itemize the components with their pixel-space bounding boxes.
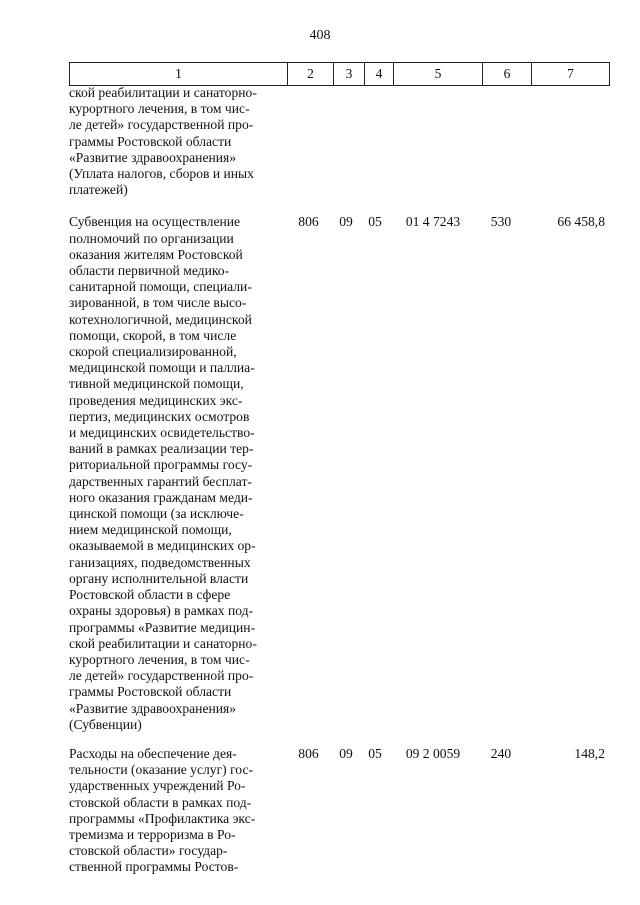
description-line: «Развитие здравоохранения» <box>69 700 237 716</box>
cell-expense-type: 530 <box>490 214 512 230</box>
table-body <box>69 85 605 876</box>
header-col-2: 2 <box>288 63 334 86</box>
description-line: полномочий по организации <box>69 230 234 246</box>
description-line: и медицинских освидетельство- <box>69 425 255 441</box>
description-line: скорой специализированной, <box>69 344 237 360</box>
description-line: дарственных гарантий бесплат- <box>69 473 252 489</box>
description-line: органу исполнительной власти <box>69 570 249 586</box>
description-line: зированной, в том числе высо- <box>69 295 247 311</box>
description-line: нием медицинской помощи, <box>69 522 232 538</box>
description-line: (Субвенции) <box>69 716 142 732</box>
cell-subsection: 05 <box>368 214 382 230</box>
description-line: Ростовской области в сфере <box>69 587 231 603</box>
cell-ministry-code: 806 <box>298 745 319 761</box>
table-row <box>69 746 605 876</box>
description-line: граммы Ростовской области <box>69 684 232 700</box>
cell-section: 09 <box>339 745 353 761</box>
cell-amount: 148,2 <box>574 745 605 761</box>
description-line: ле детей» государственной про- <box>69 668 254 684</box>
table-row <box>69 85 605 198</box>
description-line: котехнологичной, медицинской <box>69 311 252 327</box>
description-line: ганизациях, подведомственных <box>69 554 251 570</box>
description-line: области первичной медико- <box>69 263 230 279</box>
description-line: ного оказания гражданам меди- <box>69 489 253 505</box>
description-line: тельности (оказание услуг) гос- <box>69 762 254 778</box>
description-line: ваний в рамках реализации тер- <box>69 441 254 457</box>
description-line: стовской области» государ- <box>69 843 228 859</box>
description-line: оказываемой в медицинских ор- <box>69 538 256 554</box>
description-line: Субвенция на осуществление <box>69 214 241 230</box>
description-line: тремизма и терроризма в Ро- <box>69 826 236 842</box>
row-description <box>69 746 283 876</box>
cell-target-article: 09 2 0059 <box>405 745 461 761</box>
header-col-3: 3 <box>334 63 365 86</box>
description-line: риториальной программы госу- <box>69 457 253 473</box>
description-line: курортного лечения, в том чис- <box>69 101 250 117</box>
cell-target-article: 01 4 7243 <box>405 214 461 230</box>
description-line: тивной медицинской помощи, <box>69 376 244 392</box>
cell-amount: 66 458,8 <box>557 214 605 230</box>
row-description <box>69 214 283 733</box>
description-line: программы «Профилактика экс- <box>69 810 256 826</box>
description-line: платежей) <box>69 182 128 198</box>
cell-ministry-code: 806 <box>298 214 319 230</box>
description-line: оказания жителям Ростовской <box>69 246 243 262</box>
description-line: (Уплата налогов, сборов и иных <box>69 166 254 182</box>
description-line: ственной программы Ростов- <box>69 859 239 875</box>
cell-section: 09 <box>339 214 353 230</box>
description-line: курортного лечения, в том чис- <box>69 651 250 667</box>
description-line: охраны здоровья) в рамках под- <box>69 603 254 619</box>
description-line: проведения медицинских экс- <box>69 392 243 408</box>
description-line: помощи, скорой, в том числе <box>69 327 237 343</box>
description-line: ской реабилитации и санаторно- <box>69 85 257 100</box>
header-col-5: 5 <box>394 63 483 86</box>
description-line: Расходы на обеспечение дея- <box>69 745 237 761</box>
description-line: санитарной помощи, специали- <box>69 279 252 295</box>
description-line: медицинской помощи и паллиа- <box>69 360 255 376</box>
row-description <box>69 85 283 198</box>
description-line: программы «Развитие медицин- <box>69 619 256 635</box>
table-row <box>69 214 605 733</box>
description-line: стовской области в рамках под- <box>69 794 252 810</box>
description-line: ударственных учреждений Ро- <box>69 778 246 794</box>
cell-expense-type: 240 <box>490 745 512 761</box>
description-line: ле детей» государственной про- <box>69 117 254 133</box>
header-col-1: 1 <box>70 63 288 86</box>
description-line: ской реабилитации и санаторно- <box>69 635 257 651</box>
description-line: «Развитие здравоохранения» <box>69 149 237 165</box>
header-col-7: 7 <box>532 63 610 86</box>
header-col-4: 4 <box>365 63 394 86</box>
page-number: 408 <box>309 28 331 43</box>
description-line: цинской помощи (за исключе- <box>69 506 244 522</box>
description-line: граммы Ростовской области <box>69 133 232 149</box>
header-col-6: 6 <box>483 63 532 86</box>
description-line: пертиз, медицинских осмотров <box>69 408 250 424</box>
table-header <box>69 62 610 86</box>
cell-subsection: 05 <box>368 745 382 761</box>
